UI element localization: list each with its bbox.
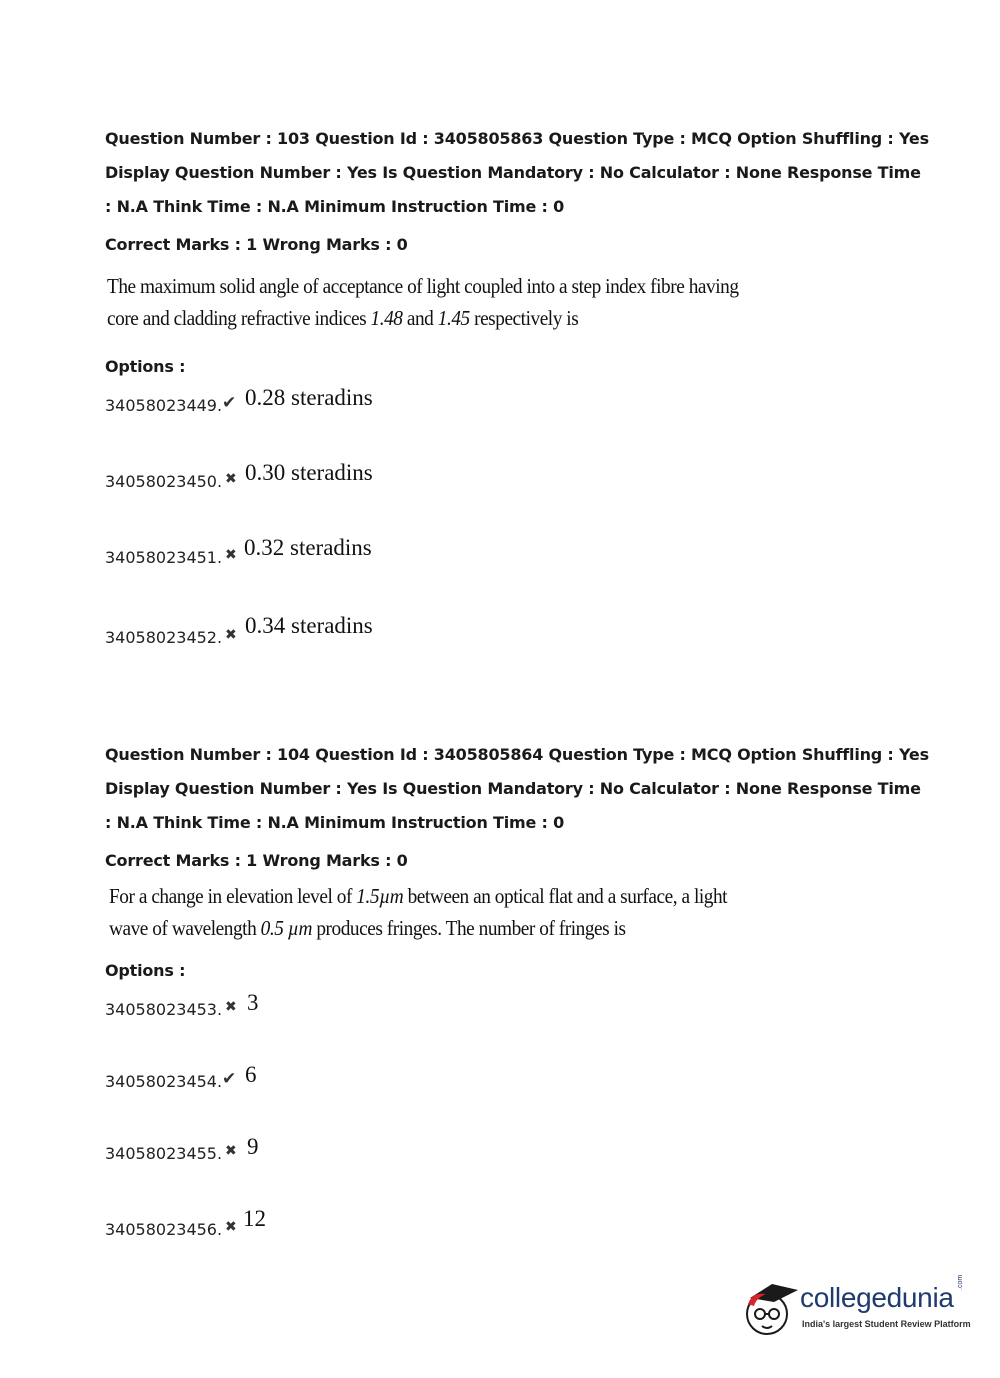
question-meta-line: : N.A Think Time : N.A Minimum Instruction Time : 0 [105, 197, 565, 216]
cross-icon: ✖ [225, 1143, 237, 1159]
collegedunia-logo [742, 1276, 970, 1340]
option-value: 0.30 steradins [245, 460, 373, 485]
question-meta-line: Question Number : 103 Question Id : 3405805863 Question Type : MCQ Option Shuffling : Yes [105, 129, 929, 148]
option-id: 34058023452. [105, 628, 223, 647]
cross-icon: ✖ [225, 547, 237, 563]
option-value: 3 [247, 990, 259, 1015]
marks-line: Correct Marks : 1 Wrong Marks : 0 [105, 235, 408, 254]
option-id: 34058023451. [105, 548, 223, 567]
options-label: Options : [105, 961, 186, 980]
logo-tagline: India's largest Student Review Platform [802, 1319, 971, 1329]
cross-icon: ✖ [225, 1219, 237, 1235]
option-id: 34058023449. [105, 396, 223, 415]
question-text-line: core and cladding refractive indices 1.48 and 1.45 respectively is [107, 306, 579, 330]
cross-icon: ✖ [225, 471, 237, 487]
question-text-line: For a change in elevation level of 1.5µm between an optical flat and a surface, a light [109, 884, 728, 908]
question-text [109, 880, 727, 944]
option-value: 0.32 steradins [244, 535, 372, 560]
marks-line: Correct Marks : 1 Wrong Marks : 0 [105, 851, 408, 870]
option-value: 0.34 steradins [245, 613, 373, 638]
option-id: 34058023454. [105, 1072, 223, 1091]
option-value: 0.28 steradins [245, 385, 373, 410]
check-icon: ✔ [222, 1069, 237, 1089]
option-value: 6 [245, 1062, 257, 1087]
mascot-icon [742, 1276, 802, 1340]
option-value: 9 [247, 1134, 259, 1159]
check-icon: ✔ [222, 393, 237, 413]
logo-wordmark: collegedunia [800, 1282, 954, 1313]
question-text-line: wave of wavelength 0.5 µm produces fringes. The number of fringes is [109, 916, 626, 940]
cross-icon: ✖ [225, 999, 237, 1015]
option-value: 12 [243, 1206, 266, 1231]
question-text-line: The maximum solid angle of acceptance of light coupled into a step index fibre having [107, 274, 739, 298]
option-id: 34058023456. [105, 1220, 223, 1239]
question-meta-line: : N.A Think Time : N.A Minimum Instruction Time : 0 [105, 813, 565, 832]
logo-suffix: .com [957, 1274, 964, 1290]
option-id: 34058023453. [105, 1000, 223, 1019]
options-label: Options : [105, 357, 186, 376]
option-id: 34058023455. [105, 1144, 223, 1163]
question-meta-line: Display Question Number : Yes Is Question Mandatory : No Calculator : None Response Time [105, 779, 921, 798]
question-meta-line: Question Number : 104 Question Id : 3405805864 Question Type : MCQ Option Shuffling : Yes [105, 745, 929, 764]
question-text [107, 270, 739, 334]
question-meta-line: Display Question Number : Yes Is Question Mandatory : No Calculator : None Response Time [105, 163, 921, 182]
cross-icon: ✖ [225, 627, 237, 643]
option-id: 34058023450. [105, 472, 223, 491]
